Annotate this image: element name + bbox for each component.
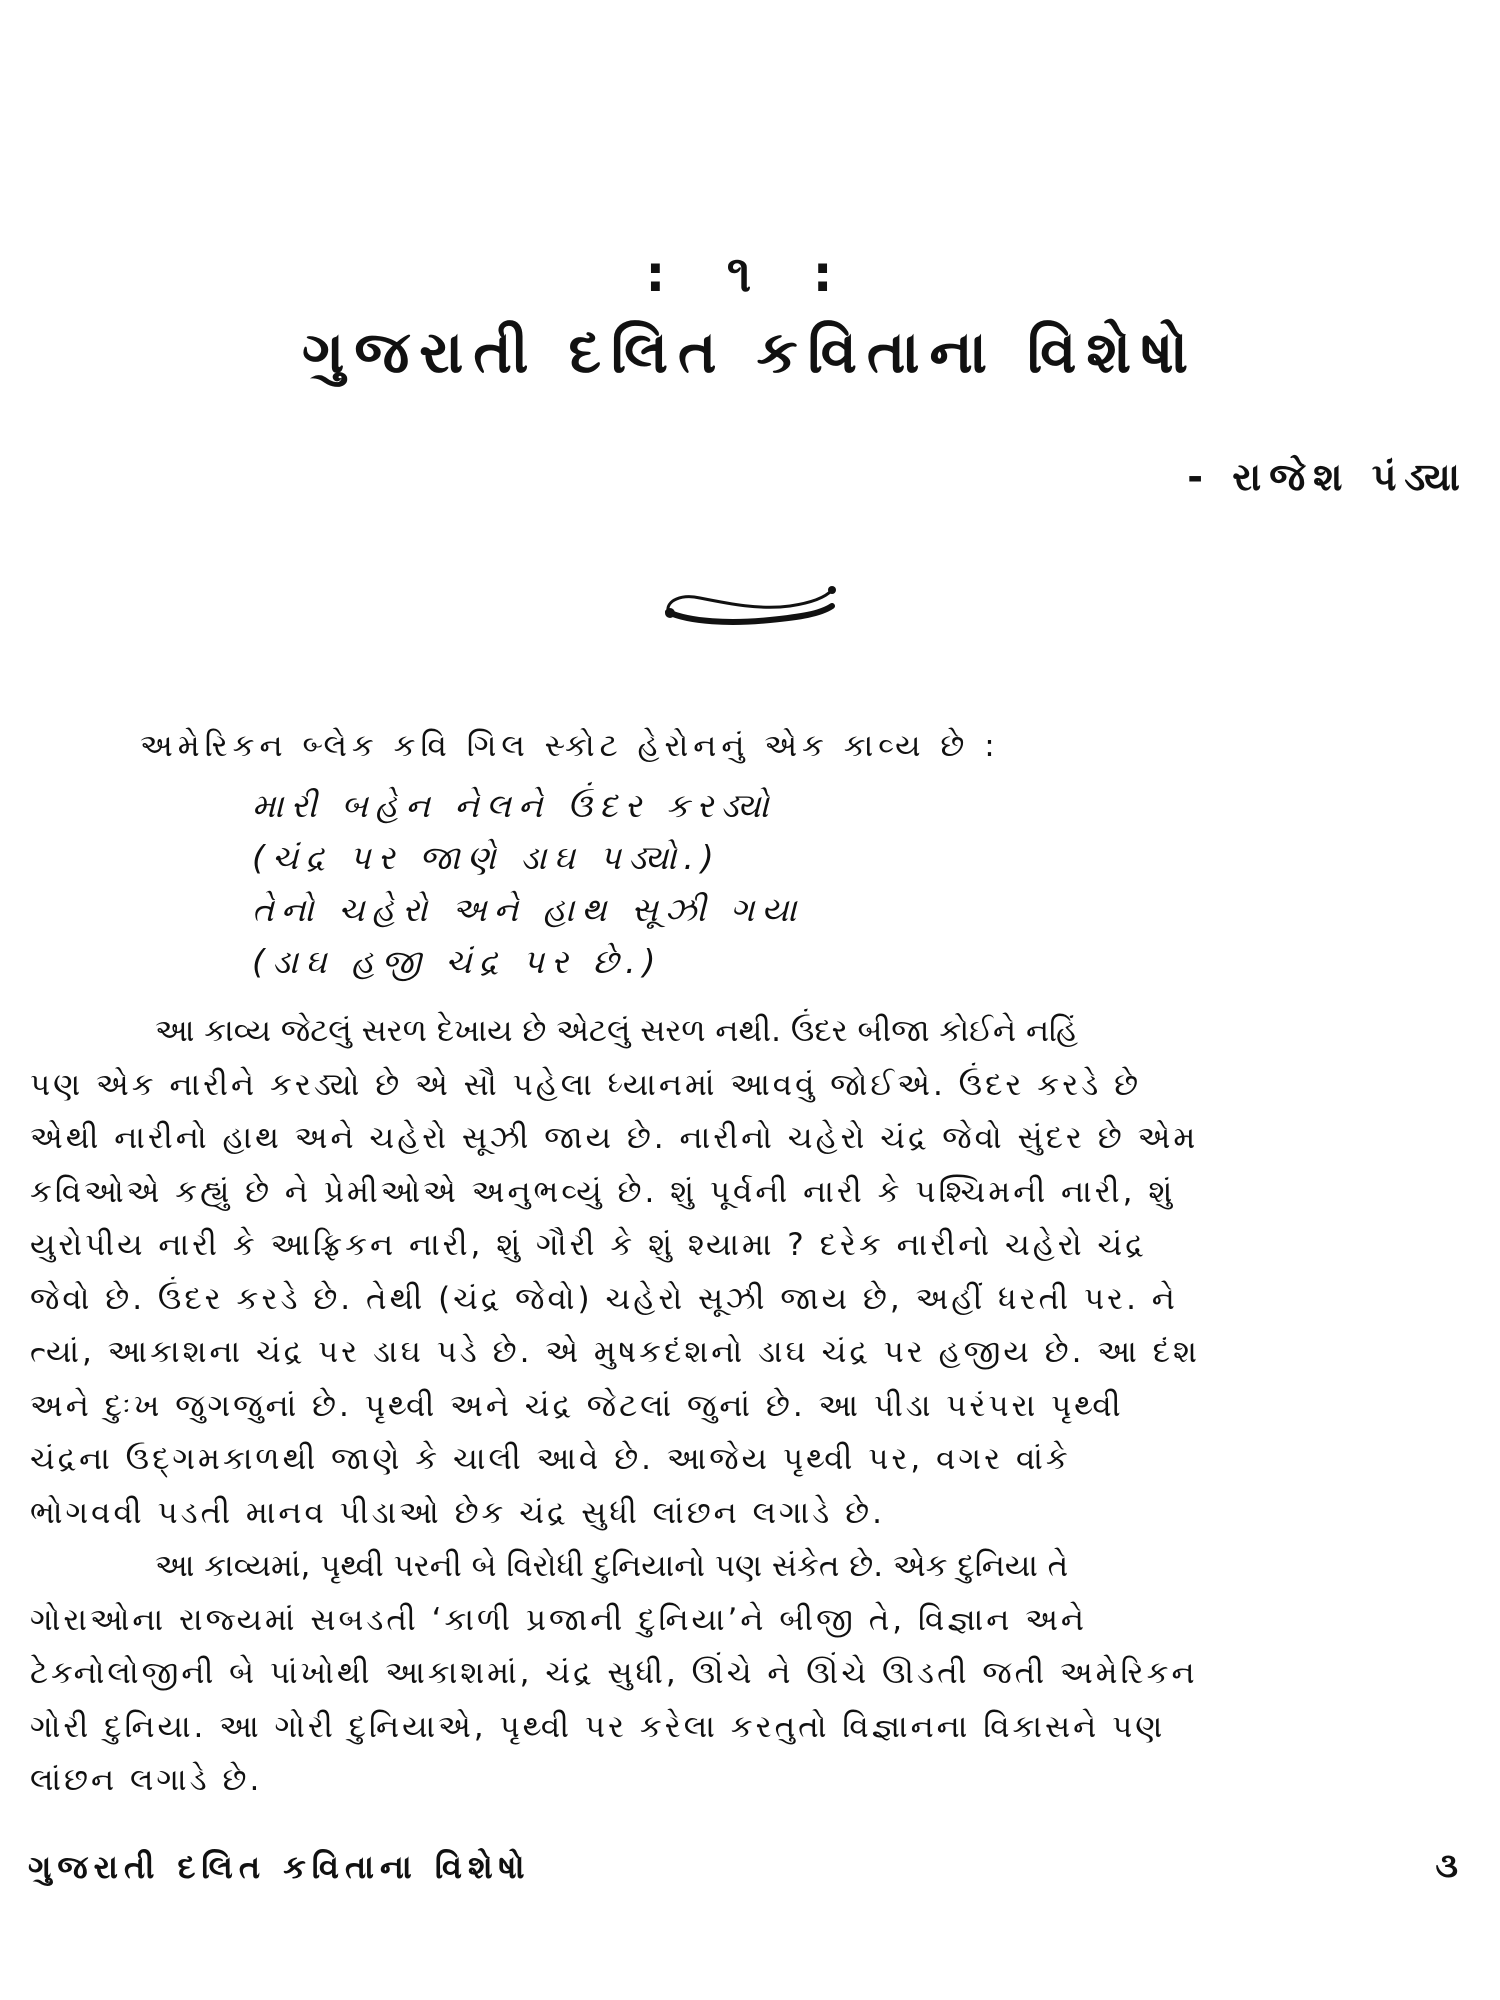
body-paragraph-1 bbox=[30, 1005, 1470, 1540]
poem-line: મારી બહેન નેલને ઉંદર કરડ્યો bbox=[252, 786, 776, 825]
chapter-number: : ૧ : bbox=[645, 245, 855, 303]
poem-line: (ડાઘ હજી ચંદ્ર પર છે.) bbox=[252, 942, 663, 981]
paragraph-line: ટેક્નોલોજીની બે પાંખોથી આકાશમાં, ચંદ્ર સુધી, ઊંચે ને ઊંચે ઊડતી જતી અમેરિકન bbox=[30, 1655, 1198, 1691]
paragraph-line: પણ એક નારીને કરડ્યો છે એ સૌ પહેલા ધ્યાનમાં આવવું જોઈએ. ઉંદર કરડે છે bbox=[30, 1066, 1142, 1103]
paragraph-line: યુરોપીય નારી કે આફ્રિકન નારી, શું ગૌરી કે શું શ્યામા ? દરેક નારીનો ચહેરો ચંદ્ર bbox=[30, 1227, 1147, 1263]
intro-line: અમેરિકન બ્લેક કવિ ગિલ સ્કોટ હેરોનનું એક કાવ્ય છે : bbox=[140, 728, 1000, 764]
paragraph-line: ત્યાં, આકાશના ચંદ્ર પર ડાઘ પડે છે. એ મુષકદંશનો ડાઘ ચંદ્ર પર હજીય છે. આ દંશ bbox=[30, 1334, 1200, 1370]
page-number: ૩ bbox=[1435, 1846, 1458, 1886]
paragraph-line: ગોરી દુનિયા. આ ગોરી દુનિયાએ, પૃથ્વી પર કરેલા કરતુતો વિજ્ઞાનના વિકાસને પણ bbox=[30, 1708, 1166, 1745]
paragraph-line: આ કાવ્ય જેટલું સરળ દેખાય છે એટલું સરળ નથી. ઉંદર બીજા કોઈને નહિં bbox=[155, 1013, 1079, 1049]
poem-line: તેનો ચહેરો અને હાથ સૂઝી ગયા bbox=[252, 890, 804, 929]
paragraph-line: ગોરાઓના રાજ્યમાં સબડતી ‘કાળી પ્રજાની દુનિયા’ને બીજી તે, વિજ્ઞાન અને bbox=[30, 1601, 1088, 1638]
paragraph-line: ભોગવવી પડતી માનવ પીડાઓ છેક ચંદ્ર સુધી લાંછન લગાડે છે. bbox=[30, 1494, 885, 1531]
paragraph-line: ચંદ્રના ઉદ્‌ગમકાળથી જાણે કે ચાલી આવે છે. આજેય પૃથ્વી પર, વગર વાંકે bbox=[30, 1441, 1071, 1477]
paragraph-line: જેવો છે. ઉંદર કરડે છે. તેથી (ચંદ્ર જેવો) ચહેરો સૂઝી જાય છે, અહીં ધરતી પર. ને bbox=[30, 1280, 1178, 1317]
paragraph-line: આ કાવ્યમાં, પૃથ્વી પરની બે વિરોધી દુનિયાનો પણ સંકેત છે. એક દુનિયા તે bbox=[155, 1548, 1069, 1584]
poem-line: (ચંદ્ર પર જાણે ડાઘ પડ્યો.) bbox=[252, 838, 721, 877]
paragraph-line: કવિઓએ કહ્યું છે ને પ્રેમીઓએ અનુભવ્યું છે. શું પૂર્વની નારી કે પશ્ચિમની નારી, શું bbox=[30, 1173, 1176, 1210]
body-paragraph-2 bbox=[30, 1540, 1470, 1808]
poem-stanza bbox=[252, 780, 803, 988]
author-name: - રાજેશ પંડ્યા bbox=[1187, 455, 1468, 499]
flourish-ornament-icon bbox=[660, 580, 840, 630]
paragraph-line: એથી નારીનો હાથ અને ચહેરો સૂઝી જાય છે. નારીનો ચહેરો ચંદ્ર જેવો સુંદર છે એમ bbox=[30, 1120, 1199, 1156]
chapter-title: ગુજરાતી દલિત કવિતાના વિશેષો bbox=[301, 318, 1198, 386]
paragraph-line: અને દુઃખ જુગજુનાં છે. પૃથ્વી અને ચંદ્ર જેટલાં જુનાં છે. આ પીડા પરંપરા પૃથ્વી bbox=[30, 1387, 1124, 1424]
paragraph-line: લાંછન લગાડે છે. bbox=[30, 1762, 263, 1798]
running-footer-title: ગુજરાતી દલિત કવિતાના વિશેષો bbox=[28, 1848, 531, 1886]
